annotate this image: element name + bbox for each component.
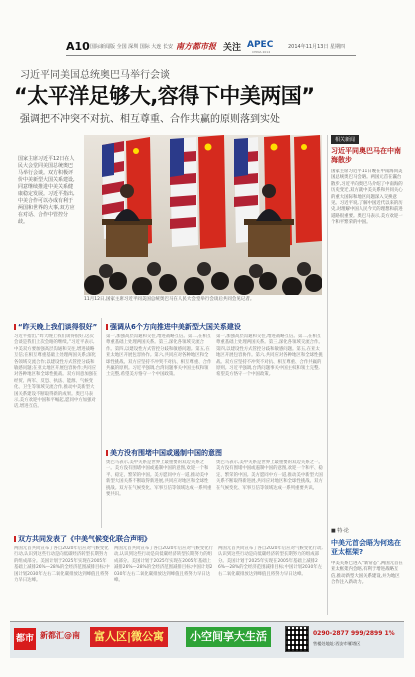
article-subhead: 强调把不冲突不对抗、相互尊重、合作共赢的原则落到实处 — [20, 114, 280, 125]
section-heading-2: 强调从6个方向推进中美新型大国关系建设 — [106, 322, 241, 332]
section-body-1: 习近平指出,“昨天晚上我们谈得很好,这次会谈是我们上次会晤的继续。”习近平表示,中美双方要加强高层沟通和交往,增进战略互信;在相互尊重基础上处理两国关系;深化各领域交流合作;以建设性方式管控分歧和敏感问题;在亚太地区开展包容协作;共同应对各种地区和全球性挑战。双方同意加强在经贸、两军、反恐、执法、能源、气候变化、卫生等领域交流合作,推动中美新型大国关系建设不断取得新的成果。奥巴马表示,美方欢迎中国和平崛起,愿同中方加强对话,增进互信。 — [14, 334, 98, 410]
sidebar-body-2: 中美关系已进入“新常态”,两国元首在亚太框架内会晤,有利于增进战略互信,推动新型大国关系建设,并为地区合作注入新动力。 — [331, 561, 403, 586]
section-body-3a: 奥巴马表示,美中关系是世界上最重要的双边关系之一。美方没有围堵中国或遏制中国的意图,欢迎一个和平、稳定、繁荣的中国。美方愿同中方一道,推动美中新型大国关系不断取得新进展,共同应对地区和全球性挑战。双方在气候变化、军事互信等领域达成一系列重要共识。 — [106, 460, 212, 498]
ad-brand-text: 新都汇@南 — [40, 631, 80, 640]
section-list: 国际新闻版 全国 深圳 国际 大连 长安 — [90, 44, 173, 50]
lead-paragraph: 国家主席习近平12日在人民大会堂同美国总统奥巴马举行会谈。双方积极评价中美新型大国关系建设,同意继续推进中美关系健康稳定发展。习近平指出,中美合作可以办成有利于两国和世界的大事,双方应在对话、合作中管控分歧。 — [18, 156, 75, 225]
section-heading-3: 美方没有围堵中国或遏制中国的意图 — [106, 448, 222, 458]
ad-brand-mark: 都市 — [14, 628, 36, 650]
sidebar-title-2: 中美元首会晤为何选在亚太框架? — [331, 539, 401, 556]
qr-code-icon — [285, 626, 309, 652]
section-body-4a: 两国元首共同宣布了各自2020年后应对气候变化行动,认识到这些行动是向低碳经济转型长期努力的组成部分。美国计划于2025年实现在2005年基础上减排26%—28%的全经济范围减排目标;中国计划2030年左右二氧化碳排放达到峰值且将努力早日达峰。 — [14, 546, 110, 584]
apec-logo: APEC — [247, 40, 274, 50]
sidebar-body-1: 国家主席习近平11日晚在中南海同美国总统奥巴马会晤。两国元首在瀛台散步,习近平向奥巴马介绍了中南海的历史变迁,双方就中美关系和共同关心的重大国际和地区问题深入交换意见。习近平说,了解中国近代以来的历史,对理解中国人民今天的理想和前进道路很重要。奥巴马表示,美方欢迎一个和平繁荣的中国。 — [331, 169, 403, 226]
section-body-3b: 奥巴马表示,美中关系是世界上最重要的双边关系之一。美方没有围堵中国或遏制中国的意图,欢迎一个和平、稳定、繁荣的中国。美方愿同中方一道,推动美中新型大国关系不断取得新进展,共同应对地区和全球性挑战。双方在气候变化、军事互信等领域达成一系列重要共识。 — [216, 460, 323, 491]
apec-logo-sub: CHINA 2014 — [252, 50, 271, 54]
section-heading-4: 双方共同发表了《中美气候变化联合声明》 — [14, 534, 151, 544]
section-body-4b: 两国元首共同宣布了各自2020年后应对气候变化行动,认识到这些行动是向低碳经济转型长期努力的组成部分。美国计划于2025年实现在2005年基础上减排26%—28%的全经济范围减排目标;中国计划2030年左右二氧化碳排放达到峰值且将努力早日达峰。 — [114, 546, 213, 584]
real-estate-ad — [10, 621, 404, 658]
page-header — [66, 40, 356, 54]
ad-address: 售楼处地址:西安市雁塔区 — [313, 641, 361, 646]
sidebar-tag: 相关新闻 — [331, 135, 359, 144]
paper-logo: 南方都市报 — [176, 41, 216, 51]
section-body-2b: 第一,加强高层沟通和交往,增进战略互信。第二,在相互尊重基础上处理两国关系。第三,深化各领域交流合作。第四,以建设性方式管控分歧和敏感问题。第五,在亚太地区开展包容协作。第六,共同应对各种地区和全球性挑战。双方应坚持不冲突不对抗、相互尊重、合作共赢的原则。习近平强调,台湾问题事关中国主权和领土完整,希望美方恪守一个中国政策。 — [216, 334, 323, 378]
ad-slogan-2: 小空间享大生活 — [186, 627, 271, 647]
sidebar-commentary-label: ■ 特·论 — [331, 528, 349, 534]
section-body-2a: 第一,加强高层沟通和交往,增进战略互信。第二,在相互尊重基础上处理两国关系。第三,深化各领域交流合作。第四,以建设性方式管控分歧和敏感问题。第五,在亚太地区开展包容协作。第六,共同应对各种地区和全球性挑战。双方应坚持不冲突不对抗、相互尊重、合作共赢的原则。习近平强调,台湾问题事关中国主权和领土完整,希望美方恪守一个中国政策。 — [106, 334, 212, 378]
article-headline: “太平洋足够大,容得下中美两国” — [14, 84, 315, 108]
press-conference-photo — [84, 135, 322, 295]
ad-phone: 0290-2877 999/2899 1% — [313, 630, 395, 637]
header-rule — [66, 55, 356, 56]
ad-slogan-1: 富人区|微公寓 — [90, 627, 168, 647]
sidebar-rule — [327, 135, 328, 615]
sidebar — [331, 135, 403, 595]
section-body-4c: 两国元首共同宣布了各自2020年后应对气候变化行动,认识到这些行动是向低碳经济转型长期努力的组成部分。美国计划于2025年实现在2005年基础上减排26%—28%的全经济范围减排目标;中国计划2030年左右二氧化碳排放达到峰值且将努力早日达峰。 — [218, 546, 323, 577]
section-label: 关注 — [223, 43, 242, 53]
photo-caption: 11月12日,国家主席习近平同美国总统奥巴马在人民大会堂举行会谈后共同会见记者。 — [84, 297, 255, 302]
article-kicker: 习近平同美国总统奥巴马举行会谈 — [20, 70, 170, 81]
page-number: A10 — [66, 40, 90, 53]
section-heading-1: “昨天晚上我们谈得很好” — [14, 322, 97, 332]
column-rule — [101, 318, 102, 528]
issue-date: 2014年11月13日 星期四 — [288, 44, 346, 50]
sidebar-title-1: 习近平同奥巴马在中南海散步 — [331, 147, 401, 164]
